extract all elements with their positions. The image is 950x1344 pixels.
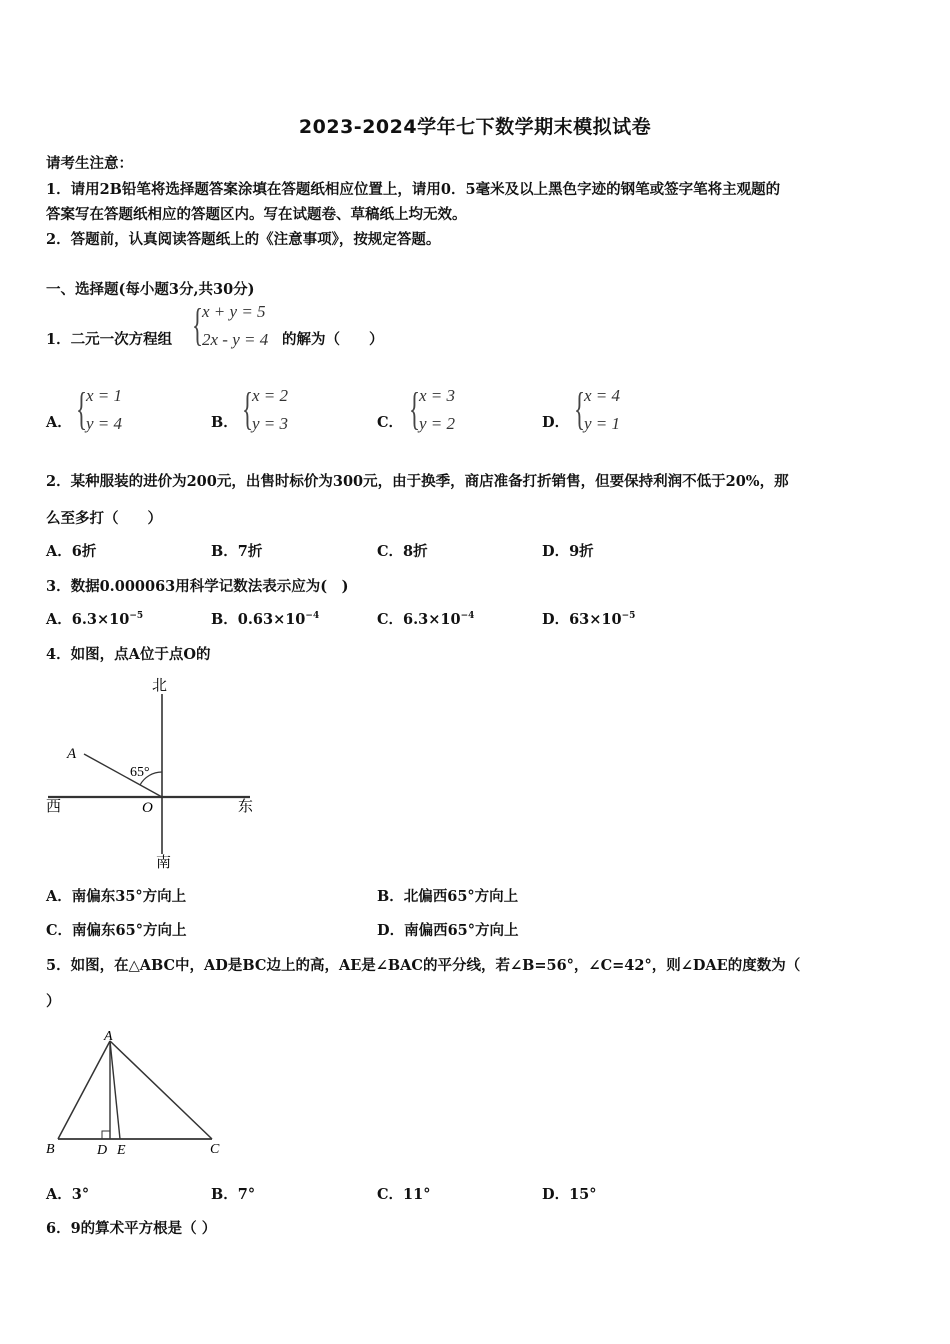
q2-option-b: B．7折 [211, 543, 263, 560]
label-south: 南 [156, 855, 172, 871]
q3-option-b-base: B．0.63×10 [211, 611, 306, 628]
brace-icon: { [242, 383, 254, 434]
label-east: 东 [238, 799, 254, 815]
q2-option-d: D．9折 [542, 543, 594, 560]
q5-option-c: C．11° [377, 1186, 431, 1203]
q3-option-a [46, 608, 143, 629]
q2-line-1: 2．某种服装的进价为200元，出售时标价为300元，由于换季，商店准备打折销售，但要保持利润不低于20%，那 [46, 473, 789, 490]
q4-option-a: A．南偏东35°方向上 [46, 888, 187, 905]
brace-icon: { [574, 383, 586, 434]
q1-option-b-label: B． [211, 414, 238, 431]
q1-eq2: 2x - y = 4 [202, 330, 269, 349]
label-north: 北 [152, 678, 168, 694]
page-title: 2023-2024学年七下数学期末模拟试卷 [298, 116, 652, 138]
q5-option-d: D．15° [542, 1186, 597, 1203]
q1-option-c-label: C． [377, 414, 404, 431]
q1-option-b-x: x = 2 [252, 386, 289, 405]
q3-option-a-exp: −5 [129, 611, 144, 622]
section-heading: 一、选择题(每小题3分,共30分) [46, 281, 255, 298]
q1-option-a-y: y = 4 [86, 414, 123, 433]
q1-system [192, 299, 282, 358]
side-ab [58, 1041, 110, 1139]
label-point-a: A [67, 746, 77, 762]
label-b: B [46, 1142, 55, 1157]
q3-text: 3．数据0.000063用科学记数法表示应为( ) [46, 578, 349, 595]
notice-line-1b: 答案写在答题纸相应的答题区内。写在试题卷、草稿纸上均无效。 [46, 206, 467, 223]
q1-suffix: 的解为（ ） [282, 331, 384, 348]
brace-icon: { [192, 299, 204, 350]
q6-text: 6．9的算术平方根是（ ） [46, 1220, 217, 1237]
q1-eq1: x + y = 5 [202, 302, 266, 321]
q1-option-c [409, 383, 489, 442]
brace-icon: { [76, 383, 88, 434]
q1-option-c-x: x = 3 [419, 386, 456, 405]
label-d: D [97, 1143, 108, 1158]
q5-option-a: A．3° [46, 1186, 90, 1203]
q3-option-b [211, 608, 319, 629]
q2-option-c: C．8折 [377, 543, 428, 560]
q1-option-d-y: y = 1 [584, 414, 621, 433]
notice-line-2: 2．答题前，认真阅读答题纸上的《注意事项》，按规定答题。 [46, 231, 441, 248]
q3-option-d-exp: −5 [621, 611, 636, 622]
notice-line-1: 1．请用2B铅笔将选择题答案涂填在答题纸相应位置上，请用0．5毫米及以上黑色字迹的钢笔或签字笔将主观题的 [46, 181, 781, 198]
label-angle: 65° [130, 765, 150, 780]
q1-option-b-y: y = 3 [252, 414, 289, 433]
q5-line-2: ） [46, 993, 61, 1010]
q1-option-a-label: A． [46, 414, 72, 431]
q1-option-a [76, 383, 156, 442]
q1-option-b [242, 383, 322, 442]
side-ac [110, 1041, 212, 1139]
q3-option-a-base: A．6.3×10 [46, 611, 130, 628]
q4-text: 4．如图，点A位于点O的 [46, 646, 211, 663]
q2-line-2: 么至多打（ ） [46, 510, 162, 527]
q3-option-d [542, 608, 635, 629]
brace-icon: { [409, 383, 421, 434]
q3-option-d-base: D．63×10 [542, 611, 622, 628]
q5-triangle-figure [40, 1025, 240, 1165]
q3-option-c-base: C．6.3×10 [377, 611, 461, 628]
q3-option-b-exp: −4 [305, 611, 320, 622]
label-c: C [210, 1142, 220, 1157]
q1-option-c-y: y = 2 [419, 414, 456, 433]
q4-option-d: D．南偏西65°方向上 [377, 922, 519, 939]
q4-compass-figure [40, 672, 270, 872]
q1-option-d [574, 383, 654, 442]
q2-option-a: A．6折 [46, 543, 97, 560]
q1-option-d-x: x = 4 [584, 386, 621, 405]
label-e: E [117, 1143, 126, 1158]
q1-option-a-x: x = 1 [86, 386, 123, 405]
notice-heading: 请考生注意： [46, 155, 133, 172]
q3-option-c-exp: −4 [460, 611, 475, 622]
q5-line-1: 5．如图，在△ABC中，AD是BC边上的高，AE是∠BAC的平分线，若∠B=56°，∠C=42°，则∠DAE的度数为（ [46, 957, 801, 974]
label-point-o: O [142, 800, 153, 816]
q1-prefix: 1．二元一次方程组 [46, 331, 173, 348]
label-a: A [104, 1029, 113, 1044]
q4-option-b: B．北偏西65°方向上 [377, 888, 519, 905]
right-angle-mark [102, 1131, 110, 1139]
q1-option-d-label: D． [542, 414, 570, 431]
q4-option-c: C．南偏东65°方向上 [46, 922, 187, 939]
q3-option-c [377, 608, 474, 629]
label-west: 西 [46, 799, 62, 815]
bisector-ae [110, 1041, 120, 1139]
q5-option-b: B．7° [211, 1186, 256, 1203]
